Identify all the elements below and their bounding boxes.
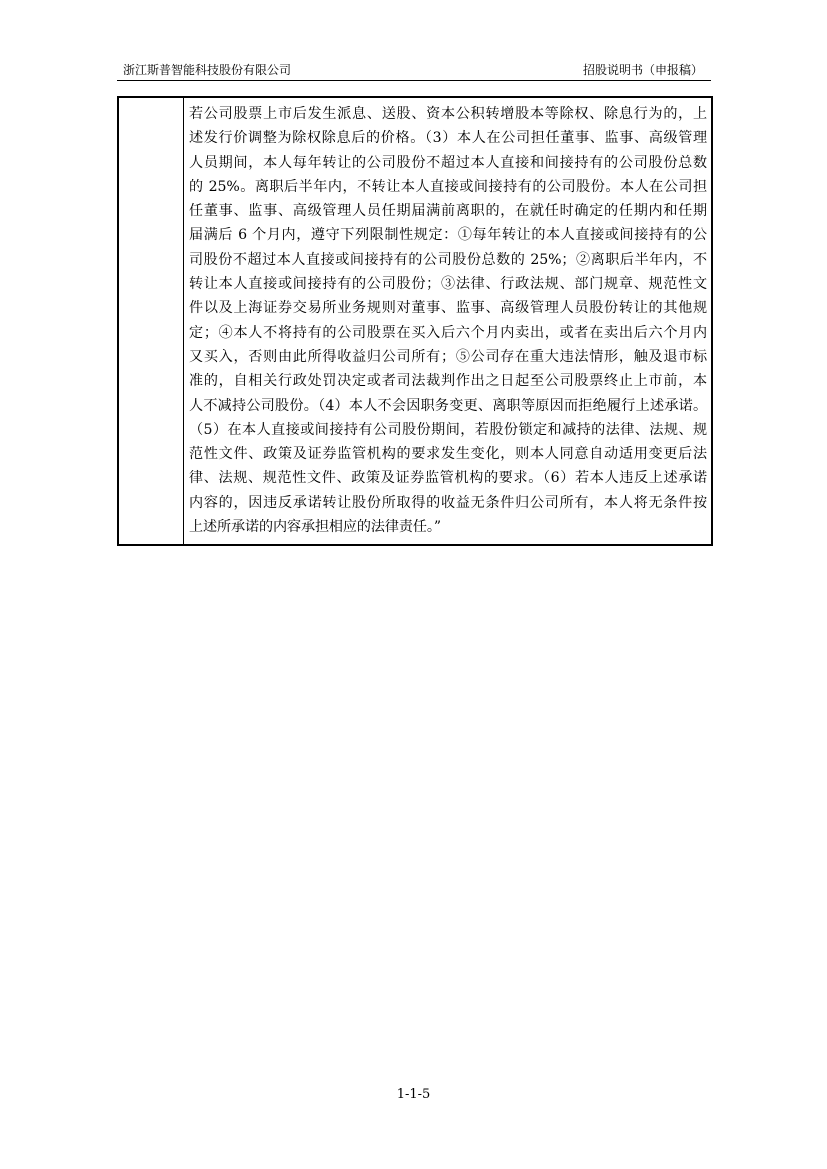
text-line: 定；④本人不将持有的公司股票在买入后六个月内卖出，或者在卖出后六个月内 bbox=[189, 324, 707, 341]
text-line: 司股份不超过本人直接或间接持有的公司股份总数的 25%；②离职后半年内，不 bbox=[189, 251, 707, 268]
text-line: 内容的，因违反承诺转让股份所取得的收益无条件归公司所有，本人将无条件按 bbox=[189, 494, 707, 511]
document-type: 招股说明书（申报稿） bbox=[582, 63, 703, 77]
text-line: 的 25%。离职后半年内，不转让本人直接或间接持有的公司股份。本人在公司担 bbox=[189, 178, 707, 195]
text-line: 人员期间，本人每年转让的公司股份不超过本人直接和间接持有的公司股份总数 bbox=[189, 154, 707, 171]
text-line: 任董事、监事、高级管理人员任期届满前离职的，在就任时确定的任期内和任期 bbox=[189, 203, 707, 220]
text-line: 范性文件、政策及证券监管机构的要求发生变化，则本人同意自动适用变更后法 bbox=[189, 446, 707, 463]
page-number: 1-1-5 bbox=[396, 1087, 431, 1102]
text-line: 若公司股票上市后发生派息、送股、资本公积转增股本等除权、除息行为的，上 bbox=[189, 106, 707, 122]
text-line: 转让本人直接或间接持有的公司股份；③法律、行政法规、部门规章、规范性文 bbox=[189, 276, 707, 293]
table-left-cell bbox=[119, 98, 184, 544]
text-line: 述发行价调整为除权除息后的价格。（3）本人在公司担任董事、监事、高级管理 bbox=[189, 130, 707, 147]
text-line: （5）在本人直接或间接持有公司股份期间，若股份锁定和减持的法律、法规、规 bbox=[189, 421, 707, 438]
table-text-cell bbox=[184, 98, 711, 544]
text-line: 人不减持公司股份。（4）本人不会因职务变更、离职等原因而拒绝履行上述承诺。 bbox=[189, 397, 707, 414]
company-name: 浙江斯普智能科技股份有限公司 bbox=[123, 63, 292, 77]
commitment-table bbox=[117, 96, 713, 546]
page-header bbox=[117, 58, 711, 81]
text-line: 律、法规、规范性文件、政策及证券监管机构的要求。（6）若本人违反上述承诺 bbox=[189, 470, 707, 487]
text-line: 准的，自相关行政处罚决定或者司法裁判作出之日起至公司股票终止上市前，本 bbox=[189, 373, 707, 390]
text-line: 届满后 6 个月内，遵守下列限制性规定：①每年转让的本人直接或间接持有的公 bbox=[189, 227, 707, 244]
text-line: 上述所承诺的内容承担相应的法律责任。” bbox=[189, 519, 441, 536]
text-line: 件以及上海证券交易所业务规则对董事、监事、高级管理人员股份转让的其他规 bbox=[189, 300, 707, 317]
text-line: 又买入，否则由此所得收益归公司所有；⑤公司存在重大违法情形，触及退市标 bbox=[189, 348, 707, 365]
